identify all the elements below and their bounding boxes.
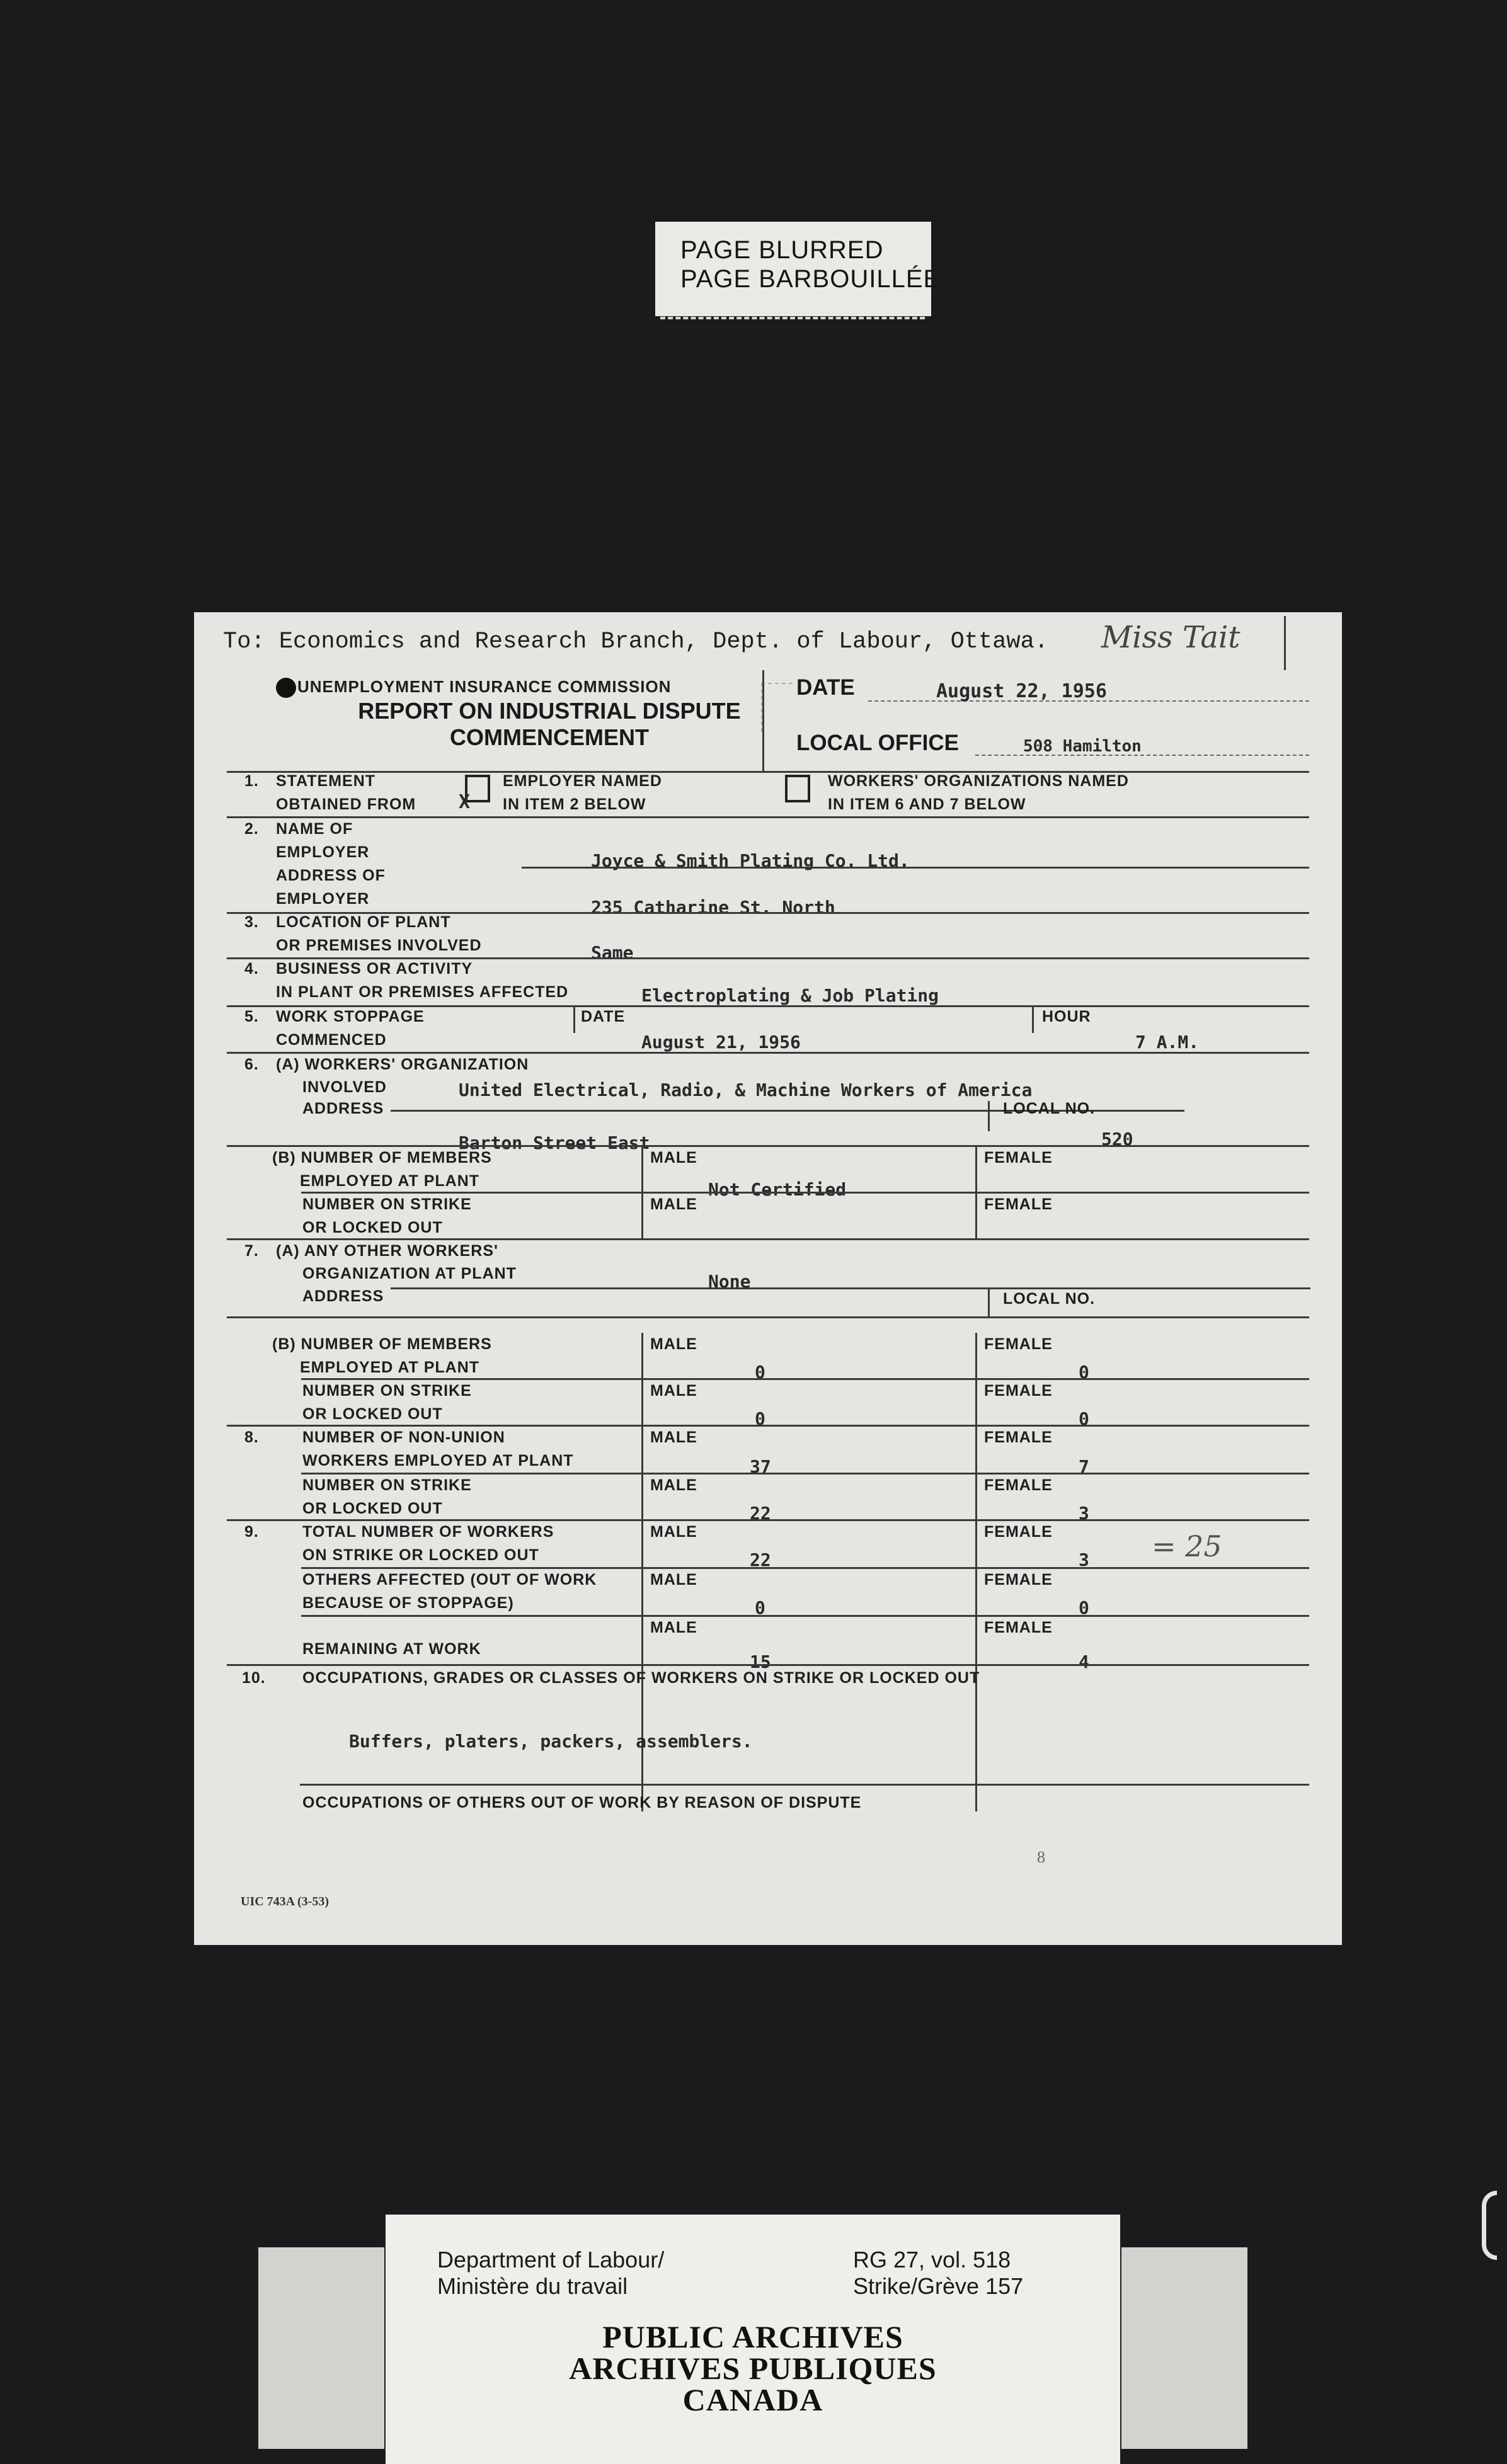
s7-strike-male-value: 0 bbox=[755, 1408, 765, 1429]
s7-address-label: ADDRESS bbox=[302, 1287, 384, 1305]
s9-total-male-label: MALE bbox=[650, 1523, 697, 1541]
female-column-divider bbox=[975, 1333, 977, 1811]
s2-label: NAME OF EMPLOYER ADDRESS OF EMPLOYER bbox=[276, 820, 386, 908]
blur-notice-en: PAGE BLURRED bbox=[680, 236, 884, 264]
local-office-label: LOCAL OFFICE bbox=[796, 731, 959, 755]
header-divider bbox=[762, 670, 764, 771]
archive-label bbox=[386, 2215, 1120, 2464]
employer-name-value: Joyce & Smith Plating Co. Ltd. bbox=[591, 850, 910, 871]
s7-strike-female-value: 0 bbox=[1079, 1408, 1089, 1429]
department-en: Department of Labour/ bbox=[437, 2247, 665, 2273]
business-activity-value: Electroplating & Job Plating bbox=[641, 985, 939, 1006]
s9-total-female-value: 3 bbox=[1079, 1549, 1089, 1570]
s9-remaining-male-value: 15 bbox=[750, 1651, 771, 1672]
s4-number: 4. bbox=[244, 960, 259, 978]
dispute-report-form bbox=[194, 612, 1342, 1945]
s9-remaining-female-label: FEMALE bbox=[984, 1619, 1053, 1636]
s9-total-female-label: FEMALE bbox=[984, 1523, 1053, 1541]
s1-option-workers: WORKERS' ORGANIZATIONS NAMED IN ITEM 6 AND 7 BELOW bbox=[828, 772, 1129, 813]
s2-name-line bbox=[522, 867, 1309, 869]
page-number: 8 bbox=[1037, 1848, 1045, 1866]
s1-option-employer: EMPLOYER NAMED IN ITEM 2 BELOW bbox=[503, 772, 662, 813]
s9-others-label: OTHERS AFFECTED (OUT OF WORK BECAUSE OF STOPPAGE) bbox=[302, 1571, 597, 1612]
s6-number: 6. bbox=[244, 1056, 259, 1073]
blur-label-dash bbox=[660, 317, 925, 319]
s5-number: 5. bbox=[244, 1008, 259, 1025]
s3-label: LOCATION OF PLANT OR PREMISES INVOLVED bbox=[276, 913, 482, 954]
s7-local-divider bbox=[988, 1289, 990, 1316]
date-value: August 22, 1956 bbox=[936, 680, 1107, 702]
blur-notice-fr: PAGE BARBOUILLÉE bbox=[680, 265, 941, 293]
s9-remaining-male-label: MALE bbox=[650, 1619, 697, 1636]
s10-rule bbox=[300, 1784, 1309, 1786]
form-title-line2: COMMENCEMENT bbox=[450, 724, 649, 750]
department-fr: Ministère du travail bbox=[437, 2273, 628, 2299]
archive-title-fr: ARCHIVES PUBLIQUES bbox=[569, 2351, 937, 2386]
s6-members-male-value: Not Certified bbox=[708, 1179, 847, 1200]
s8-strike-female-value: 3 bbox=[1079, 1503, 1089, 1524]
s8-number: 8. bbox=[244, 1429, 259, 1446]
s6-org-label: (A) WORKERS' ORGANIZATION bbox=[276, 1056, 529, 1073]
s7-number: 7. bbox=[244, 1242, 259, 1260]
header-mark-top bbox=[761, 683, 793, 684]
s7-b-label: (B) NUMBER OF MEMBERS EMPLOYED AT PLANT bbox=[272, 1335, 492, 1376]
s10-label: OCCUPATIONS, GRADES OR CLASSES OF WORKERS ON STRIKE OR LOCKED OUT bbox=[302, 1669, 980, 1687]
handwritten-name: Miss Tait bbox=[1101, 620, 1241, 655]
union-address-value: Barton Street East bbox=[459, 1132, 650, 1153]
s9-others-female-value: 0 bbox=[1079, 1597, 1089, 1618]
s1-label: STATEMENT OBTAINED FROM bbox=[276, 772, 416, 813]
local-office-value: 508 Hamilton bbox=[1023, 737, 1142, 756]
other-union-value: None bbox=[708, 1271, 751, 1292]
archive-title-country: CANADA bbox=[682, 2382, 823, 2417]
s6-members-male-label: MALE bbox=[650, 1149, 697, 1166]
s6-involved-label: INVOLVED bbox=[302, 1078, 387, 1096]
s7-emp-male-label: MALE bbox=[650, 1335, 697, 1353]
s7-strike-female-label: FEMALE bbox=[984, 1382, 1053, 1400]
s9-number: 9. bbox=[244, 1523, 259, 1541]
s9-others-male-label: MALE bbox=[650, 1571, 697, 1588]
s8-nonunion-label: NUMBER OF NON-UNION WORKERS EMPLOYED AT PLANT bbox=[302, 1429, 574, 1469]
s10-number: 10. bbox=[242, 1669, 266, 1687]
stoppage-hour-value: 7 A.M. bbox=[1135, 1032, 1200, 1052]
employer-checkbox-mark: X bbox=[459, 791, 471, 813]
s6-strike-male-label: MALE bbox=[650, 1195, 697, 1213]
to-line: To: Economics and Research Branch, Dept. of Labour, Ottawa. bbox=[223, 629, 1049, 655]
s5-date-divider bbox=[573, 1007, 575, 1033]
s8-strike-male-label: MALE bbox=[650, 1476, 697, 1494]
s7-org-label2: ORGANIZATION AT PLANT bbox=[302, 1265, 517, 1282]
s7-org-label: (A) ANY OTHER WORKERS' bbox=[276, 1242, 498, 1260]
s8-emp-female-label: FEMALE bbox=[984, 1429, 1053, 1446]
date-label: DATE bbox=[796, 675, 855, 700]
s8-emp-female-value: 7 bbox=[1079, 1456, 1089, 1477]
s7-address-rule bbox=[227, 1316, 1309, 1318]
s1-rule bbox=[227, 816, 1309, 818]
form-title-line1: REPORT ON INDUSTRIAL DISPUTE bbox=[358, 698, 741, 724]
employer-address-value: 235 Catharine St. North bbox=[591, 897, 835, 918]
s7-strike-label: NUMBER ON STRIKE OR LOCKED OUT bbox=[302, 1382, 472, 1423]
s9-others-rule bbox=[301, 1615, 1309, 1617]
corner-mark bbox=[1284, 616, 1286, 670]
s7-emp-female-label: FEMALE bbox=[984, 1335, 1053, 1353]
archive-title-en: PUBLIC ARCHIVES bbox=[602, 2319, 903, 2354]
s7-emp-male-value: 0 bbox=[755, 1362, 765, 1383]
s8-strike-label: NUMBER ON STRIKE OR LOCKED OUT bbox=[302, 1476, 472, 1517]
page-blurred-label bbox=[655, 222, 941, 316]
s5-hour-label: HOUR bbox=[1042, 1008, 1091, 1025]
strike-number: Strike/Grève 157 bbox=[853, 2273, 1024, 2299]
occupations-value: Buffers, platers, packers, assemblers. bbox=[349, 1731, 753, 1752]
commission-name: UNEMPLOYMENT INSURANCE COMMISSION bbox=[297, 677, 672, 696]
s9-total-male-value: 22 bbox=[750, 1549, 771, 1570]
record-group: RG 27, vol. 518 bbox=[853, 2247, 1011, 2273]
s6-local-label: LOCAL NO. bbox=[1003, 1100, 1096, 1117]
s10-others-label: OCCUPATIONS OF OTHERS OUT OF WORK BY REASON OF DISPUTE bbox=[302, 1794, 862, 1811]
s5-label: WORK STOPPAGE COMMENCED bbox=[276, 1008, 425, 1049]
form-title bbox=[291, 698, 808, 751]
archive-label-tab-right bbox=[1121, 2247, 1247, 2449]
s6-b-label: (B) NUMBER OF MEMBERS EMPLOYED AT PLANT bbox=[272, 1149, 492, 1190]
handwritten-total: = 25 bbox=[1152, 1529, 1222, 1563]
s9-others-male-value: 0 bbox=[755, 1597, 765, 1618]
s5-hour-divider bbox=[1032, 1007, 1034, 1033]
s9-remaining-label: REMAINING AT WORK bbox=[302, 1640, 481, 1658]
union-local-value: 520 bbox=[1101, 1129, 1133, 1149]
s6-strike-female-label: FEMALE bbox=[984, 1195, 1053, 1213]
s7-strike-male-label: MALE bbox=[650, 1382, 697, 1400]
s1-number: 1. bbox=[244, 772, 259, 790]
s6-local-divider bbox=[988, 1101, 990, 1131]
form-code: UIC 743A (3-53) bbox=[241, 1895, 329, 1908]
s4-label: BUSINESS OR ACTIVITY IN PLANT OR PREMISES AFFECTED bbox=[276, 960, 569, 1001]
workers-org-checkbox[interactable] bbox=[785, 775, 810, 802]
s8-emp-male-label: MALE bbox=[650, 1429, 697, 1446]
s8-emp-male-value: 37 bbox=[750, 1456, 771, 1477]
film-edge-mark bbox=[1482, 2191, 1497, 2260]
s9-remaining-female-value: 4 bbox=[1079, 1651, 1089, 1672]
s3-number: 3. bbox=[244, 913, 259, 931]
s7-emp-female-value: 0 bbox=[1079, 1362, 1089, 1383]
s6-members-female-label: FEMALE bbox=[984, 1149, 1053, 1166]
archive-label-tab-left bbox=[258, 2247, 384, 2449]
union-name-value: United Electrical, Radio, & Machine Workers of America bbox=[459, 1080, 1033, 1100]
s6-strike-label: NUMBER ON STRIKE OR LOCKED OUT bbox=[302, 1195, 472, 1236]
s9-rule bbox=[227, 1664, 1309, 1666]
s2-number: 2. bbox=[244, 820, 259, 838]
plant-location-value: Same bbox=[591, 942, 634, 963]
bullet-icon bbox=[276, 678, 296, 698]
s6-address-label: ADDRESS bbox=[302, 1100, 384, 1117]
s8-strike-female-label: FEMALE bbox=[984, 1476, 1053, 1494]
s8-strike-male-value: 22 bbox=[750, 1503, 771, 1524]
s9-total-label: TOTAL NUMBER OF WORKERS ON STRIKE OR LOCKED OUT bbox=[302, 1523, 554, 1564]
s7-org-line bbox=[391, 1287, 1310, 1289]
s9-others-female-label: FEMALE bbox=[984, 1571, 1053, 1588]
stoppage-date-value: August 21, 1956 bbox=[641, 1032, 801, 1052]
s7-local-label: LOCAL NO. bbox=[1003, 1290, 1096, 1308]
s5-date-label: DATE bbox=[581, 1008, 626, 1025]
